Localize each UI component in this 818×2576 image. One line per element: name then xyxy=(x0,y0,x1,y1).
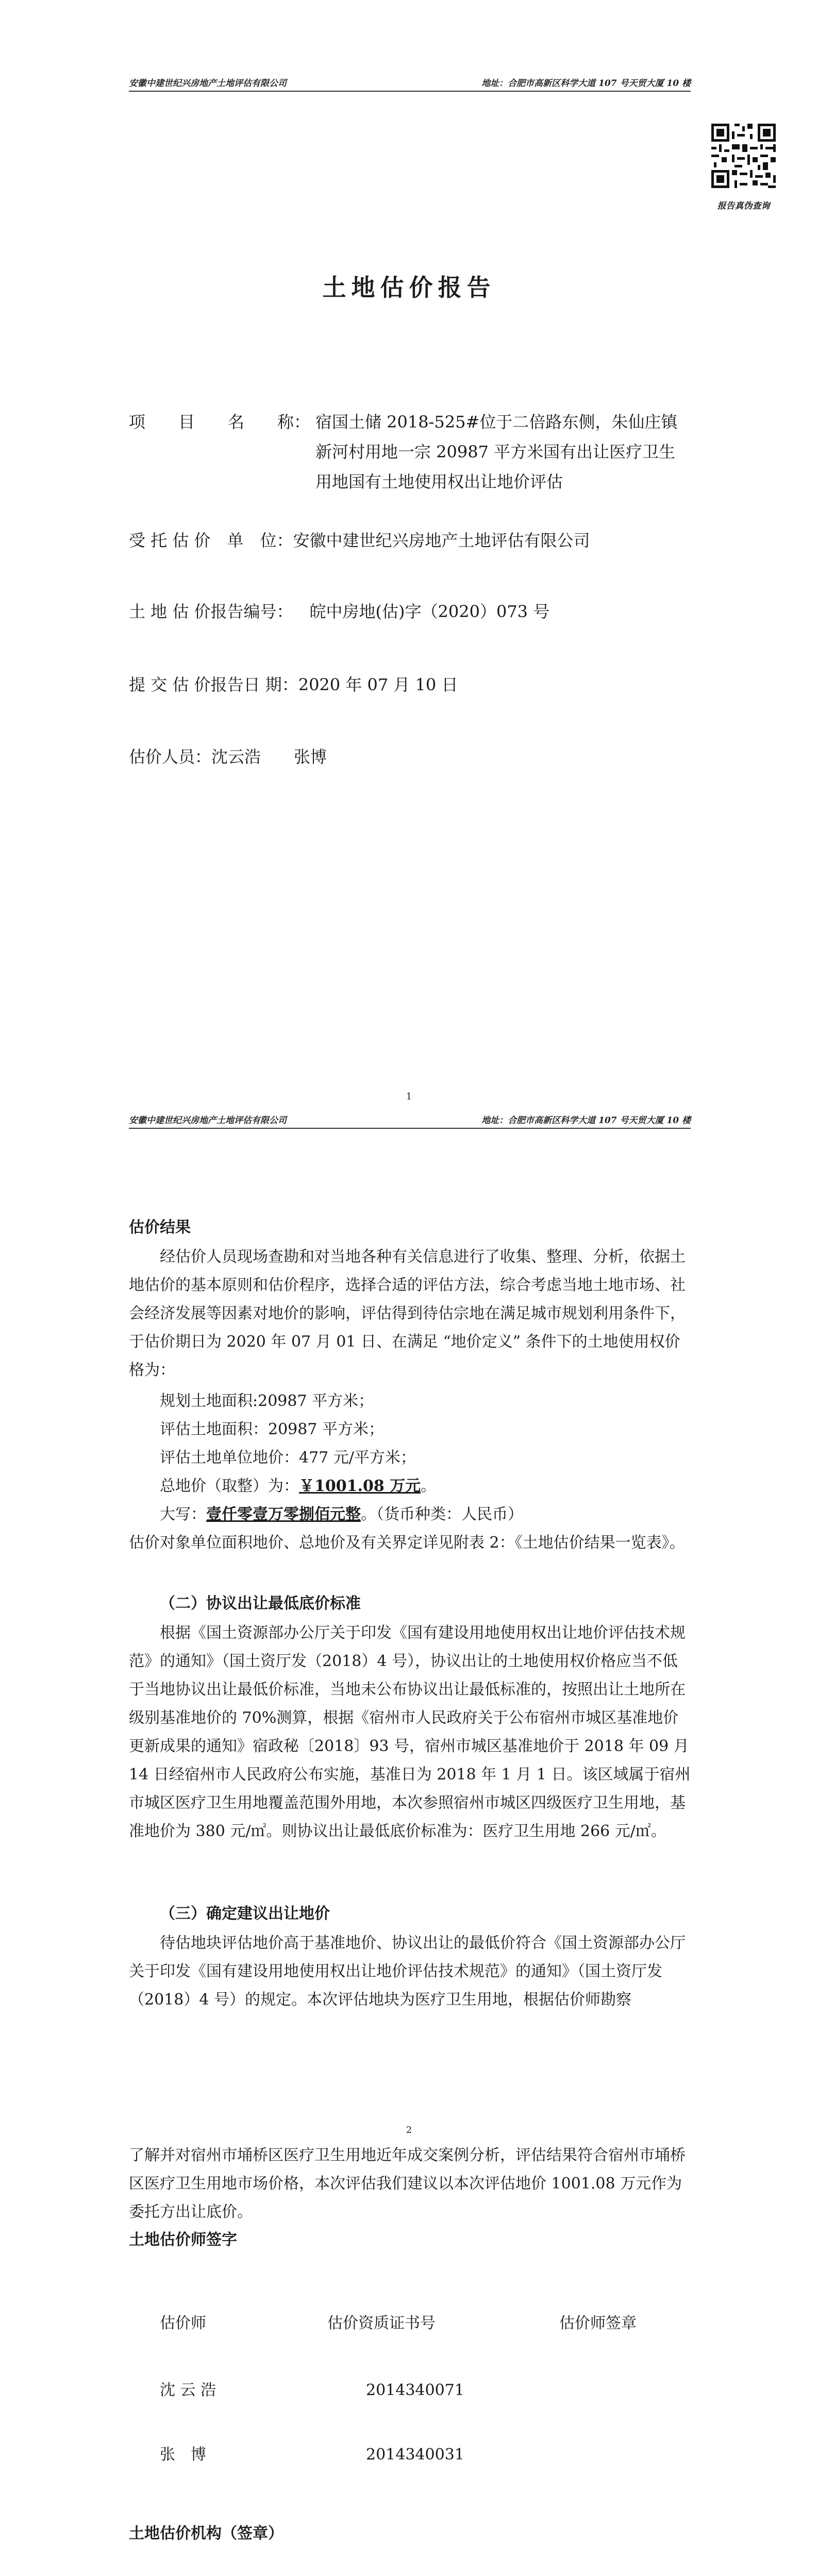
qr-code-icon[interactable] xyxy=(709,121,778,191)
appraiser-org-label: 受 托 估 价 单 位： xyxy=(129,531,293,550)
report-number-field xyxy=(129,597,691,626)
section-2-paragraph: 根据《国土资源部办公厅关于印发《国有建设用地使用权出让地价评估技术规范》的通知》（国土资厅发（2018）4 号），协议出让的土地使用权价格应当不低于当地协议出让最低价标准，当地未公布协议出让最低标准的，按照出让土地所在级别基准地价的 70%测算，根据《宿州市人民政府关于公布宿州市城区基准地价更新成果的通知》宿政秘〔2018〕93 号，宿州市城区基准地价于 2018 年 09 月 14 日经宿州市人民政府公布实施，基准日为 2018 年 1 月 1 日。该区域属于宿州市城区医疗卫生用地覆盖范围外用地，本次参照宿州市城区四级医疗卫生用地，基准地价为 380 元/㎡。则协议出让最低底价标准为：医疗卫生用地 266 元/㎡。 xyxy=(129,1624,691,1840)
capital-amount-line xyxy=(160,1500,691,1529)
appraised-area: 评估土地面积：20987 平方米； xyxy=(160,1420,384,1438)
valuer-2-name: 张 博 xyxy=(160,2446,206,2464)
valuer-1-name: 沈 云 浩 xyxy=(160,2381,216,2399)
page-number: 2 xyxy=(406,2125,412,2136)
report-number-value: 皖中房地(估)字（2020）073 号 xyxy=(309,602,550,621)
planned-area: 规划土地面积:20987 平方米； xyxy=(160,1392,374,1410)
report-title: 土地估价报告 xyxy=(322,274,496,301)
total-price-end: 。 xyxy=(421,1477,437,1495)
page-1 xyxy=(0,0,818,1123)
total-price-label: 总地价（取整）为： xyxy=(160,1477,299,1495)
section-3-continued: 了解并对宿州市埇桥区医疗卫生用地近年成交案例分析，评估结果符合宿州市埇桥区医疗卫生用地市场价格，本次评估我们建议以本次评估地价 1001.08 万元作为委托方出让底价。 xyxy=(129,2146,686,2221)
capital-value: 壹仟零壹万零捌佰元整 xyxy=(206,1505,361,1523)
total-price-line xyxy=(160,1472,691,1500)
appraiser-org-value: 安徽中建世纪兴房地产土地评估有限公司 xyxy=(293,531,590,550)
page-2 xyxy=(0,1115,818,2226)
valuers-field xyxy=(129,742,691,772)
org-heading: 土地估价机构（签章） xyxy=(129,2524,283,2543)
section-3-paragraph: 待估地块评估地价高于基准地价、协议出让的最低价符合《国土资源部办公厅关于印发《国有建设用地使用权出让地价评估技术规范》的通知》（国土资厅发（2018）4 号）的规定。本次评估地块为医疗卫生用地，根据估价师勘察 xyxy=(129,1934,686,2009)
submit-date-field xyxy=(129,670,691,700)
result-heading: 估价结果 xyxy=(129,1218,191,1236)
section-2-heading: （二）协议出让最低底价标准 xyxy=(160,1595,361,1613)
running-header xyxy=(129,1114,691,1129)
col-valuer: 估价师 xyxy=(160,2314,206,2332)
project-name-label: 项 目 名 称： xyxy=(129,412,311,432)
header-address: 地址：合肥市高新区科学大道 107 号天贸大厦 10 楼 xyxy=(481,1115,691,1126)
header-company: 安徽中建世纪兴房地产土地评估有限公司 xyxy=(129,1115,287,1126)
header-company: 安徽中建世纪兴房地产土地评估有限公司 xyxy=(129,78,287,89)
page-number: 1 xyxy=(406,1091,412,1102)
valuer-1-cert: 2014340071 xyxy=(366,2381,464,2399)
project-name-field xyxy=(129,407,691,500)
valuers-value: 沈云浩 张博 xyxy=(211,747,327,767)
section-3-heading: （三）确定建议出让地价 xyxy=(160,1905,330,1923)
result-reference: 估价对象单位面积地价、总地价及有关界定详见附表 2：《土地估价结果一览表》。 xyxy=(129,1534,685,1552)
signatures-heading: 土地估价师签字 xyxy=(129,2231,237,2249)
unit-price: 评估土地单位地价：477 元/平方米； xyxy=(160,1449,416,1467)
page-3 xyxy=(0,2146,818,2576)
valuers-label: 估价人员： xyxy=(129,747,212,767)
capital-label: 大写： xyxy=(160,1505,206,1523)
project-name-value: 宿国土储 2018-525#位于二倍路东侧，朱仙庄镇新河村用地一宗 20987 平方米国有出让医疗卫生用地国有土地使用权出让地价评估 xyxy=(315,412,678,492)
submit-date-value: 2020 年 07 月 10 日 xyxy=(298,675,458,694)
capital-note: 。（货币种类：人民币） xyxy=(361,1505,523,1523)
result-paragraph: 经估价人员现场查勘和对当地各种有关信息进行了收集、整理、分析，依据土地估价的基本原则和估价程序，选择合适的评估方法，综合考虑当地土地市场、社会经济发展等因素对地价的影响，评估得到待估宗地在满足城市规划利用条件下，于估价期日为 2020 年 07 月 01 日、在满足 “地价定义” 条件下的土地使用权价格为： xyxy=(129,1248,686,1379)
header-address: 地址：合肥市高新区科学大道 107 号天贸大厦 10 楼 xyxy=(481,78,691,89)
col-cert: 估价资质证书号 xyxy=(327,2314,436,2332)
col-seal: 估价师签章 xyxy=(559,2314,637,2332)
qr-caption: 报告真伪查询 xyxy=(717,201,770,211)
submit-date-label: 提 交 估 价报告日 期： xyxy=(129,675,298,694)
valuer-2-cert: 2014340031 xyxy=(366,2446,464,2464)
running-header xyxy=(129,77,691,92)
report-number-label: 土 地 估 价报告编号： xyxy=(129,602,293,621)
total-price-value: ￥1001.08 万元 xyxy=(299,1477,421,1495)
appraiser-org-field xyxy=(129,526,691,555)
